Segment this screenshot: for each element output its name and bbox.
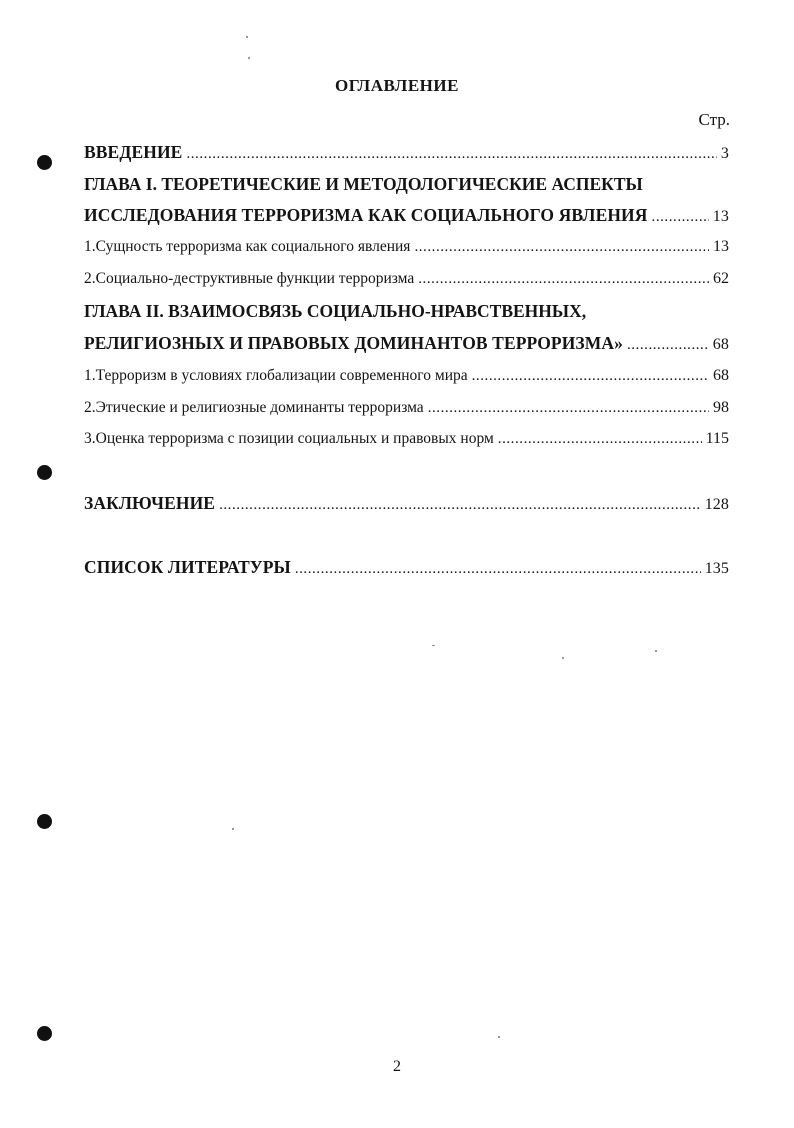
- page-number: 2: [393, 1058, 401, 1075]
- toc-entry-chapter2[interactable]: [84, 333, 729, 354]
- toc-page-number: 13: [712, 208, 729, 225]
- scan-speck: [655, 650, 657, 652]
- dot-leader: [219, 493, 701, 514]
- dot-leader: [186, 142, 716, 163]
- toc-entry-label: ЗАКЛЮЧЕНИЕ: [84, 493, 216, 513]
- toc-entry-label: ИССЛЕДОВАНИЯ ТЕРРОРИЗМА КАК СОЦИАЛЬНОГО ЯВЛЕНИЯ: [84, 205, 648, 225]
- page-column-label: Стр.: [698, 110, 730, 129]
- toc-entry-intro[interactable]: [84, 142, 729, 163]
- scan-speck: [562, 657, 564, 659]
- toc-entry-ch2-s1[interactable]: [84, 367, 729, 385]
- dot-leader: [498, 430, 702, 448]
- toc-entry-ch1-s1[interactable]: [84, 238, 729, 256]
- toc-entry-label: 3.Оценка терроризма с позиции социальных и правовых норм: [84, 430, 494, 447]
- toc-page-number: 135: [704, 560, 729, 577]
- toc-page-number: 98: [713, 399, 729, 416]
- toc-page-number: 115: [705, 430, 729, 447]
- toc-page-number: 13: [713, 238, 729, 255]
- toc-entry-chapter1[interactable]: [84, 205, 729, 226]
- toc-entry-label: РЕЛИГИОЗНЫХ И ПРАВОВЫХ ДОМИНАНТОВ ТЕРРОРИЗМА»: [84, 333, 623, 353]
- toc-chapter2-line1[interactable]: ГЛАВА II. ВЗАИМОСВЯЗЬ СОЦИАЛЬНО-НРАВСТВЕННЫХ,: [84, 301, 587, 321]
- toc-entry-bibliography[interactable]: [84, 557, 729, 578]
- toc-page-number: 68: [713, 367, 729, 384]
- page-title: ОГЛАВЛЕНИЕ: [335, 76, 459, 95]
- punch-hole-4: [37, 1026, 52, 1041]
- toc-entry-label: 1.Сущность терроризма как социального явления: [84, 238, 411, 255]
- toc-entry-label: ВВЕДЕНИЕ: [84, 142, 183, 162]
- toc-entry-ch2-s3[interactable]: [84, 430, 729, 448]
- toc-page-number: 68: [712, 336, 729, 353]
- toc-page-number: 3: [720, 145, 729, 162]
- dot-leader: [428, 399, 709, 417]
- toc-entry-label: СПИСОК ЛИТЕРАТУРЫ: [84, 557, 291, 577]
- punch-hole-3: [37, 814, 52, 829]
- toc-entry-ch2-s2[interactable]: [84, 399, 729, 417]
- toc-entry-label: 2.Этические и религиозные доминанты терроризма: [84, 399, 424, 416]
- dot-leader: [472, 367, 709, 385]
- dot-leader: [652, 205, 709, 226]
- scan-speck: [498, 1036, 500, 1038]
- toc-entry-ch1-s2[interactable]: [84, 270, 729, 288]
- dot-leader: [418, 270, 709, 288]
- toc-page-number: 128: [704, 496, 729, 513]
- scan-speck: [432, 645, 435, 646]
- punch-hole-2: [37, 465, 52, 480]
- toc-entry-conclusion[interactable]: [84, 493, 729, 514]
- scan-speck: [248, 57, 250, 59]
- dot-leader: [414, 238, 709, 256]
- toc-chapter1-line1[interactable]: ГЛАВА I. ТЕОРЕТИЧЕСКИЕ И МЕТОДОЛОГИЧЕСКИЕ АСПЕКТЫ: [84, 174, 643, 194]
- scan-speck: [232, 828, 234, 830]
- dot-leader: [295, 557, 701, 578]
- punch-hole-1: [37, 155, 52, 170]
- scan-speck: [246, 36, 248, 38]
- toc-page-number: 62: [713, 270, 729, 287]
- toc-entry-label: 1.Терроризм в условиях глобализации современного мира: [84, 367, 468, 384]
- toc-entry-label: 2.Социально-деструктивные функции терроризма: [84, 270, 415, 287]
- dot-leader: [627, 333, 709, 354]
